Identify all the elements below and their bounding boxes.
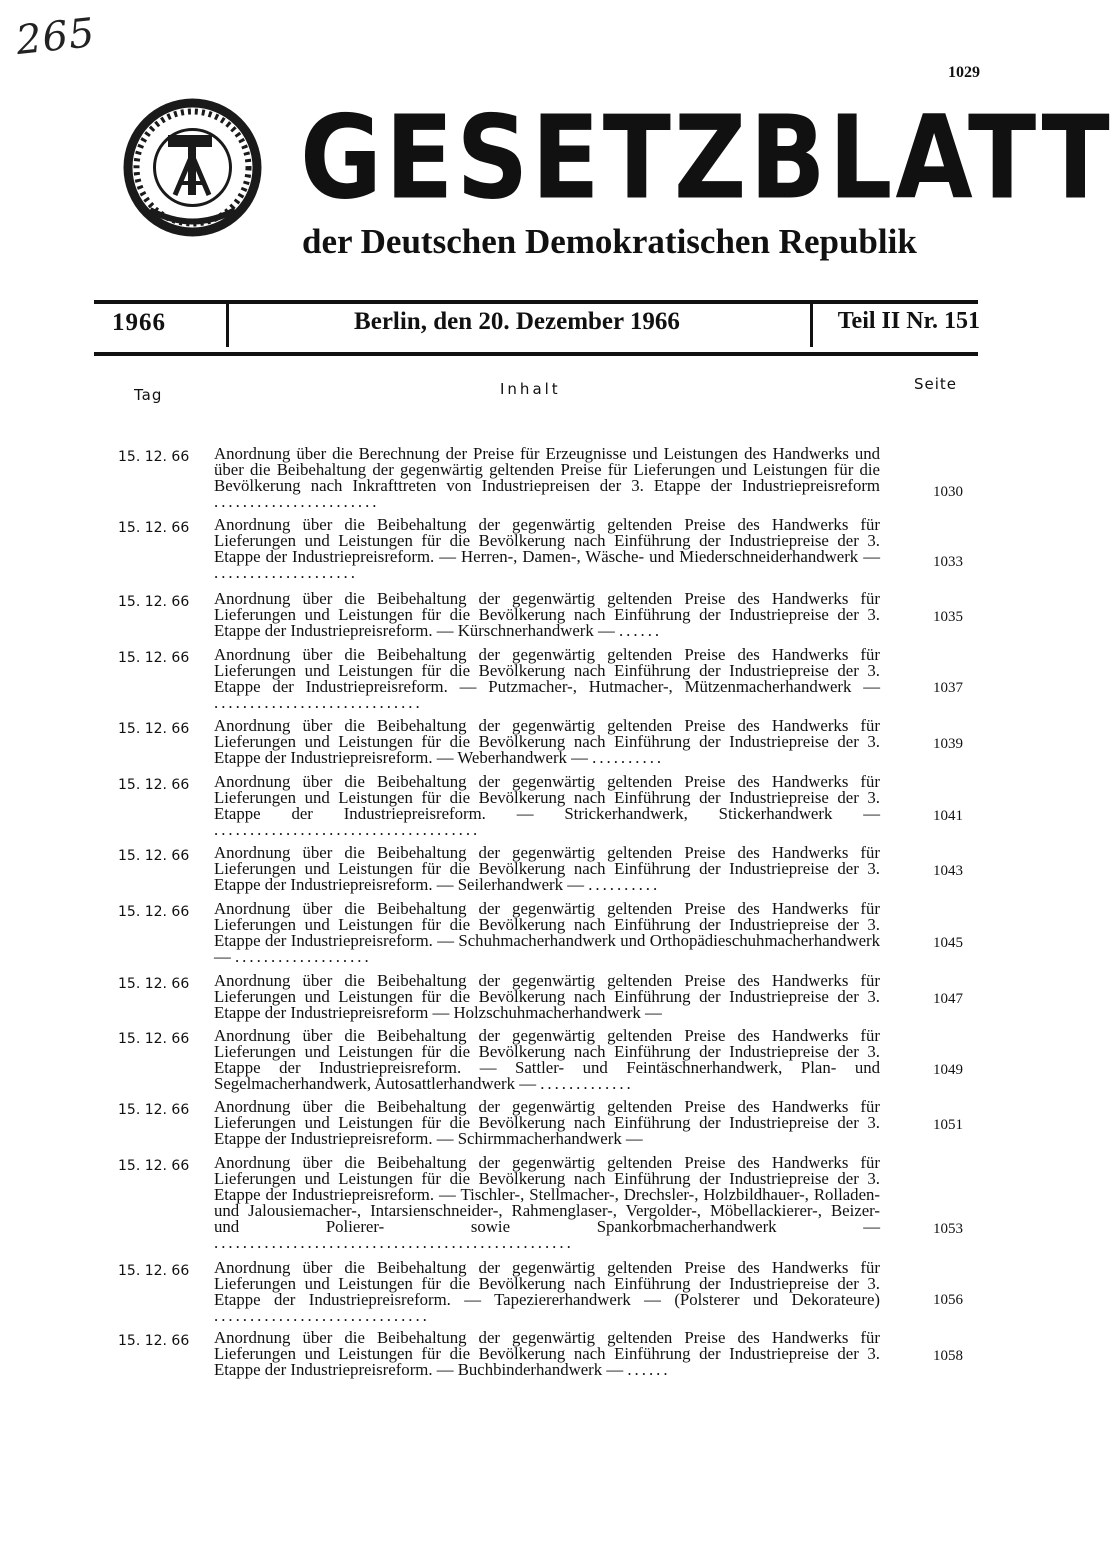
entry-date: 15. 12. 66 bbox=[118, 1102, 190, 1118]
entry-date: 15. 12. 66 bbox=[118, 1031, 190, 1047]
entry-date: 15. 12. 66 bbox=[118, 848, 190, 864]
entry-date: 15. 12. 66 bbox=[118, 721, 190, 737]
entry-text: Anordnung über die Beibehaltung der gegenwärtig geltenden Preise des Handwerks für Lieferungen und Leistungen für die Bevölkerung nach Einführung der Industriepreise der 3. Etappe der Industriepreisreform. — Kürschnerhandwerk — ...... bbox=[214, 589, 880, 640]
entry-page: 1035 bbox=[933, 609, 963, 625]
entry-date: 15. 12. 66 bbox=[118, 777, 190, 793]
entry-text: Anordnung über die Beibehaltung der gegenwärtig geltenden Preise des Handwerks für Lieferungen und Leistungen für die Bevölkerung nach Einführung der Industriepreise der 3. Etappe der Industriepreisreform — Holzschuhmacherhandwerk — bbox=[214, 971, 880, 1022]
entry-page: 1049 bbox=[933, 1062, 963, 1078]
entry-date: 15. 12. 66 bbox=[118, 1158, 190, 1174]
entry-page: 1030 bbox=[933, 484, 963, 500]
entry-page: 1041 bbox=[933, 808, 963, 824]
entry-page: 1058 bbox=[933, 1348, 963, 1364]
entry-text: Anordnung über die Beibehaltung der gegenwärtig geltenden Preise des Handwerks für Lieferungen und Leistungen für die Bevölkerung nach Einführung der Industriepreise der 3. Etappe der Industriepreisreform. — Schirmmacherhandwerk — bbox=[214, 1097, 880, 1148]
entry-page: 1051 bbox=[933, 1117, 963, 1133]
header-year: 1966 bbox=[112, 309, 166, 336]
entry-text: Anordnung über die Beibehaltung der gegenwärtig geltenden Preise des Handwerks für Lieferungen und Leistungen für die Bevölkerung nach Einführung der Industriepreise der 3. Etappe der Industriepreisreform. — Schuhmacherhandwerk und Orthopädieschuhmacherhandwerk — ................... bbox=[214, 899, 880, 966]
entry-text: Anordnung über die Beibehaltung der gegenwärtig geltenden Preise des Handwerks für Lieferungen und Leistungen für die Bevölkerung nach Einführung der Industriepreise der 3. Etappe der Industriepreisreform. — Putzmacher-, Hutmacher-, Mützenmacherhandwerk — ............................. bbox=[214, 645, 880, 712]
entry-text: Anordnung über die Beibehaltung der gegenwärtig geltenden Preise des Handwerks für Lieferungen und Leistungen für die Bevölkerung nach Einführung der Industriepreise der 3. Etappe der Industriepreisreform. — Tapeziererhandwerk — (Polsterer und Dekorateure) .............................. bbox=[214, 1258, 880, 1325]
entry-date: 15. 12. 66 bbox=[118, 520, 190, 536]
entry-page: 1039 bbox=[933, 736, 963, 752]
page-number: 1029 bbox=[948, 64, 980, 81]
entry-date: 15. 12. 66 bbox=[118, 1333, 190, 1349]
entry-date: 15. 12. 66 bbox=[118, 594, 190, 610]
header-divider bbox=[810, 304, 813, 347]
column-label-contents: Inhalt bbox=[500, 380, 561, 398]
entry-page: 1043 bbox=[933, 863, 963, 879]
handwritten-note: 265 bbox=[13, 9, 98, 65]
entry-page: 1056 bbox=[933, 1292, 963, 1308]
entry-page: 1033 bbox=[933, 554, 963, 570]
entry-text: Anordnung über die Beibehaltung der gegenwärtig geltenden Preise des Handwerks für Lieferungen und Leistungen für die Bevölkerung nach Einführung der Industriepreise der 3. Etappe der Industriepreisreform. — Sattler- und Feintäschnerhandwerk, Plan- und Segelmacherhandwerk, Autosattlerhandwerk — ............. bbox=[214, 1026, 880, 1093]
entry-text: Anordnung über die Beibehaltung der gegenwärtig geltenden Preise des Handwerks für Lieferungen und Leistungen für die Bevölkerung nach Einführung der Industriepreise der 3. Etappe der Industriepreisreform. — Herren-, Damen-, Wäsche- und Miederschneiderhandwerk — .................... bbox=[214, 515, 880, 582]
entry-date: 15. 12. 66 bbox=[118, 650, 190, 666]
masthead-title: GESETZBLATT bbox=[300, 90, 1113, 225]
entry-text: Anordnung über die Beibehaltung der gegenwärtig geltenden Preise des Handwerks für Lieferungen und Leistungen für die Bevölkerung nach Einführung der Industriepreise der 3. Etappe der Industriepreisreform. — Tischler-, Stellmacher-, Drechsler-, Holzbildhauer-, Rolladen- und Jalousiemacher-, Intarsienschneider-, Rahmenglaser-, Vergolder-, Möbellackierer-, Beizer- und Polierer- sowie Spankorbmacherhandwerk — .................................................. bbox=[214, 1153, 880, 1252]
entry-text: Anordnung über die Beibehaltung der gegenwärtig geltenden Preise des Handwerks für Lieferungen und Leistungen für die Bevölkerung nach Einführung der Industriepreise der 3. Etappe der Industriepreisreform. — Seilerhandwerk — .......... bbox=[214, 843, 880, 894]
gdr-state-emblem-icon bbox=[120, 95, 265, 240]
entry-text: Anordnung über die Beibehaltung der gegenwärtig geltenden Preise des Handwerks für Lieferungen und Leistungen für die Bevölkerung nach Einführung der Industriepreise der 3. Etappe der Industriepreisreform. — Buchbinderhandwerk — ...... bbox=[214, 1328, 880, 1379]
entry-page: 1053 bbox=[933, 1221, 963, 1237]
header-issue: Teil II Nr. 151 bbox=[837, 308, 980, 334]
entry-page: 1037 bbox=[933, 680, 963, 696]
header-divider bbox=[226, 304, 229, 347]
entry-date: 15. 12. 66 bbox=[118, 1263, 190, 1279]
column-label-page: Seite bbox=[914, 375, 958, 393]
entry-text: Anordnung über die Berechnung der Preise für Erzeugnisse und Leistungen des Handwerks und über die Beibehaltung der gegenwärtig geltenden Preise für Lieferungen und Leistungen für die Bevölkerung nach Inkrafttreten von Industriepreisen der 3. Etappe der Industriepreisreform ....................... bbox=[214, 444, 880, 511]
entry-date: 15. 12. 66 bbox=[118, 976, 190, 992]
entry-page: 1045 bbox=[933, 935, 963, 951]
entry-date: 15. 12. 66 bbox=[118, 904, 190, 920]
entry-date: 15. 12. 66 bbox=[118, 449, 190, 465]
entry-page: 1047 bbox=[933, 991, 963, 1007]
masthead-subtitle: der Deutschen Demokratischen Republik bbox=[302, 222, 917, 261]
header-place-date: Berlin, den 20. Dezember 1966 bbox=[354, 308, 680, 335]
entry-text: Anordnung über die Beibehaltung der gegenwärtig geltenden Preise des Handwerks für Lieferungen und Leistungen für die Bevölkerung nach Einführung der Industriepreise der 3. Etappe der Industriepreisreform. — Strickerhandwerk, Stickerhandwerk — ..................................... bbox=[214, 772, 880, 839]
entry-text: Anordnung über die Beibehaltung der gegenwärtig geltenden Preise des Handwerks für Lieferungen und Leistungen für die Bevölkerung nach Einführung der Industriepreise der 3. Etappe der Industriepreisreform. — Weberhandwerk — .......... bbox=[214, 716, 880, 767]
column-label-date: Tag bbox=[134, 386, 163, 404]
